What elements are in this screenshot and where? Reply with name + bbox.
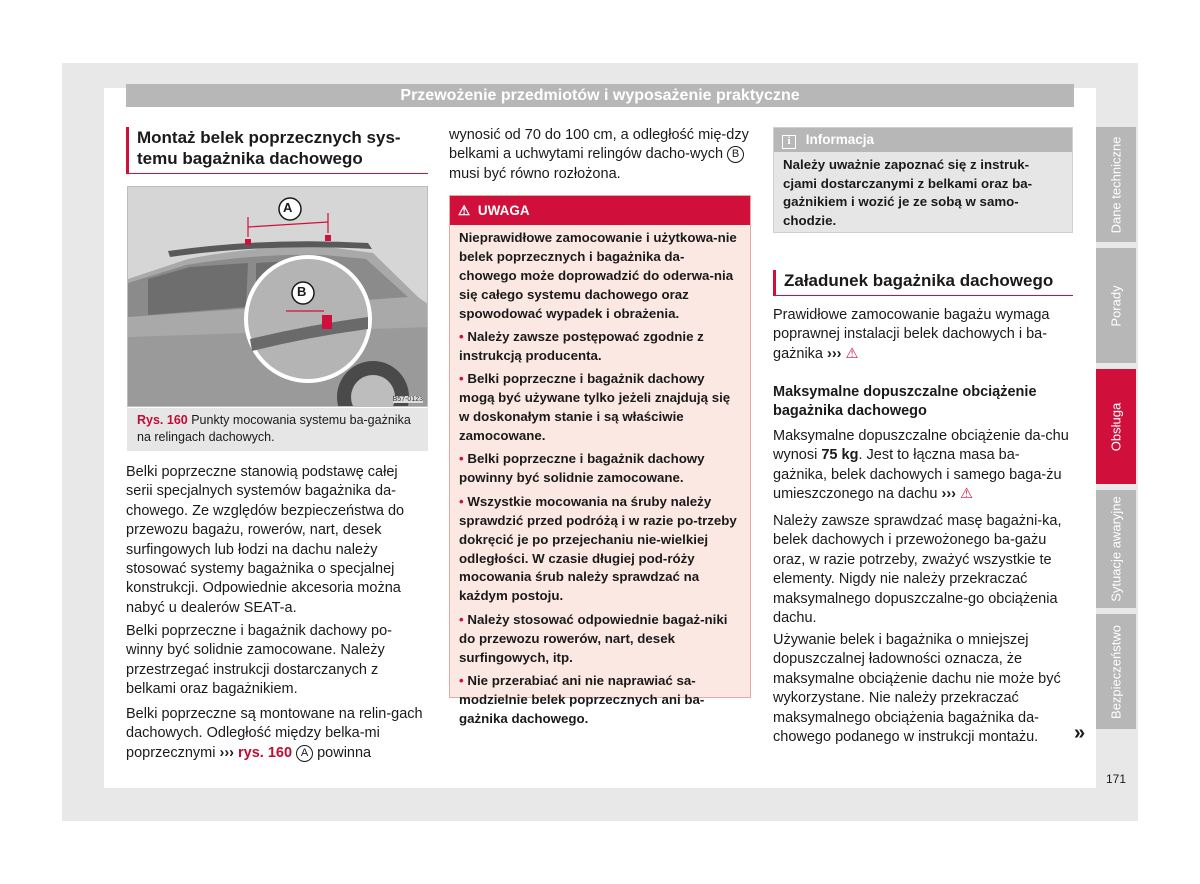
right-paragraph-2 [773, 427, 1073, 505]
warning-item [459, 493, 741, 606]
bullet-icon: • [459, 493, 464, 509]
chapter-header: Przewożenie przedmiotów i wyposażenie praktyczne [126, 84, 1074, 107]
section-title-crossbars [126, 127, 428, 174]
warning-body [450, 225, 750, 737]
car-roof-illustration [128, 187, 428, 407]
right-p2-start: Maksymalne dopuszczalne obciążenie da-chu wynosi [773, 428, 1069, 464]
tab-obsluga[interactable] [1096, 369, 1136, 484]
right-paragraph-1 [773, 306, 1073, 364]
section-title-loading: Załadunek bagażnika dachowego [773, 270, 1073, 296]
right-p1-text: Prawidłowe zamocowanie bagażu wymaga poprawnej instalacji belek dachowych i ba-gażnika [773, 307, 1050, 362]
arrow-ref-icon: ››› [219, 744, 234, 761]
tab-dane-techniczne[interactable] [1096, 127, 1136, 242]
left-p3-start: Belki poprzeczne są montowane na relin-gach dachowych. Odległość między belka-mi poprzecznymi [126, 706, 423, 761]
info-text: Należy uważnie zapoznać się z instruk-cjami dostarczanymi z belkami oraz ba-gażnikiem i wozić je ze sobą w samo-chodzie. [783, 157, 1033, 228]
tab-sytuacje-awaryjne[interactable] [1096, 490, 1136, 608]
warning-item-text: Belki poprzeczne i bagażnik dachowy powinny być solidnie zamocowane. [459, 451, 705, 486]
info-box [773, 127, 1073, 233]
figure-code: B57-0123 [392, 396, 423, 403]
warning-item-text: Należy stosować odpowiednie bagaż-niki do przewozu rowerów, nart, desek surfingowych, itp. [459, 611, 728, 665]
warning-item [459, 611, 741, 668]
section-title-line2: temu bagażnika dachowego [137, 149, 363, 168]
tab-label: Dane techniczne [1108, 136, 1124, 233]
figure-caption [127, 408, 428, 451]
tab-label: Bezpieczeństwo [1108, 624, 1124, 719]
marker-a-icon: A [296, 745, 313, 762]
left-p3-end: powinna [317, 744, 372, 761]
figure-caption-text: Punkty mocowania systemu ba-gażnika na relingach dachowych. [137, 413, 411, 444]
label-b: B [297, 284, 307, 299]
warning-item [459, 672, 741, 729]
warning-intro: Nieprawidłowe zamocowanie i użytkowa-nie belek poprzecznych i bagażnika da-chowego może doprowadzić do oderwa-nia się całego systemu dachowego oraz spowodować wypadek i obrażenia. [459, 230, 737, 321]
arrow-ref-icon: ››› [941, 486, 956, 503]
warning-box [449, 195, 751, 726]
middle-p-start: wynosić od 70 do 100 cm, a odległość mię-dzy belkami a uchwytami relingów dacho-wych [449, 127, 749, 163]
warning-title: UWAGA [477, 203, 530, 218]
bullet-icon: • [459, 371, 464, 387]
warning-item-text: Należy zawsze postępować zgodnie z instrukcją producenta. [459, 329, 704, 363]
arrow-ref-icon: ››› [827, 345, 842, 362]
max-load-value: 75 kg [821, 447, 859, 464]
warning-item [459, 328, 741, 366]
warning-item [459, 370, 741, 446]
continue-icon: » [1074, 722, 1086, 744]
page-number: 171 [1105, 772, 1126, 786]
warning-item [459, 450, 741, 488]
left-paragraph-2: Belki poprzeczne i bagażnik dachowy po-winny być solidnie zamocowane. Należy przestrzegać instrukcji dostarczanych z belkami oraz bagażnikiem. [126, 623, 392, 698]
tab-label: Obsługa [1108, 402, 1124, 451]
warning-triangle-icon: ⚠ [960, 486, 974, 503]
info-icon: i [782, 135, 796, 149]
subheading-max-load: Maksymalne dopuszczalne obciążenie bagażnika dachowego [773, 384, 1037, 420]
warning-triangle-icon: ⚠ [845, 345, 859, 362]
label-a: A [283, 200, 293, 215]
warning-item-text: Wszystkie mocowania na śruby należy sprawdzić przed podróżą i w razie po-trzeby dokręcić je po przejechaniu nie-wielkiej odległości. W czasie długiej pod-róży mocowania śrub należy sprawdzać na każdym postoju. [459, 493, 737, 604]
warning-triangle-icon: ⚠ [458, 203, 471, 218]
tab-bezpieczenstwo[interactable] [1096, 614, 1136, 729]
info-title: Informacja [805, 132, 875, 147]
bullet-icon: • [459, 611, 464, 627]
warning-header [450, 196, 750, 225]
section-title-line1: Montaż belek poprzecznych sys- [137, 128, 401, 147]
tab-porady[interactable] [1096, 248, 1136, 363]
figure-ref: Rys. 160 [137, 413, 188, 427]
tab-label: Porady [1108, 284, 1124, 327]
left-paragraph-1: Belki poprzeczne stanowią podstawę całej serii specjalnych systemów bagażnika da-chowego. Ze względów bezpieczeństwa do przewozu bagażu, rowerów, nart, desek surfingowych lub łodzi na dachu należy stosować systemy bagażnika o specjalnej konstrukcji. Odpowiednie akcesoria można nabyć u dealerów SEAT-a. [126, 464, 405, 616]
info-header [774, 128, 1072, 152]
middle-p-end: musi być równo rozłożona. [449, 165, 621, 182]
right-paragraph-4: Używanie belek i bagażnika o mniejszej dopuszczalnej ładowności oznacza, że maksymalne obciążenie dachu nie może być wykorzystane. Nie należy przekraczać maksymalnego obciążenia bagażnika da-chowego podanego w instrukcji montażu. [773, 632, 1061, 746]
bullet-icon: • [459, 672, 464, 688]
bullet-icon: • [459, 451, 464, 467]
right-paragraph-3: Należy zawsze sprawdzać masę bagażni-ka, belek dachowych i przewożonego ba-gażu oraz, w razie potrzeby, zważyć wszystkie te elementy. Nigdy nie należy przekraczać maksymalnego dopuszczalne-go obciążenia dachu. [773, 513, 1062, 627]
left-paragraph-3 [126, 705, 426, 763]
right-p2-end: . Jest to łączna masa ba-gażnika, belek dachowych i samego baga-żu umieszczonego na dachu [773, 447, 1062, 503]
tab-label: Sytuacje awaryjne [1108, 496, 1124, 602]
marker-b-icon: B [727, 146, 744, 163]
bullet-icon: • [459, 329, 464, 345]
warning-item-text: Belki poprzeczne i bagażnik dachowy mogą być używane tylko jeżeli znajdują się w doskonałym stanie i są właściwie zamocowane. [459, 371, 731, 444]
roof-rack-figure [127, 186, 428, 407]
middle-paragraph [449, 126, 751, 184]
warning-item-text: Nie przerabiać ani nie naprawiać sa-modzielnie belek poprzecznych ani ba-gażnika dachowego. [459, 672, 705, 726]
figure-link[interactable]: rys. 160 [238, 744, 293, 761]
